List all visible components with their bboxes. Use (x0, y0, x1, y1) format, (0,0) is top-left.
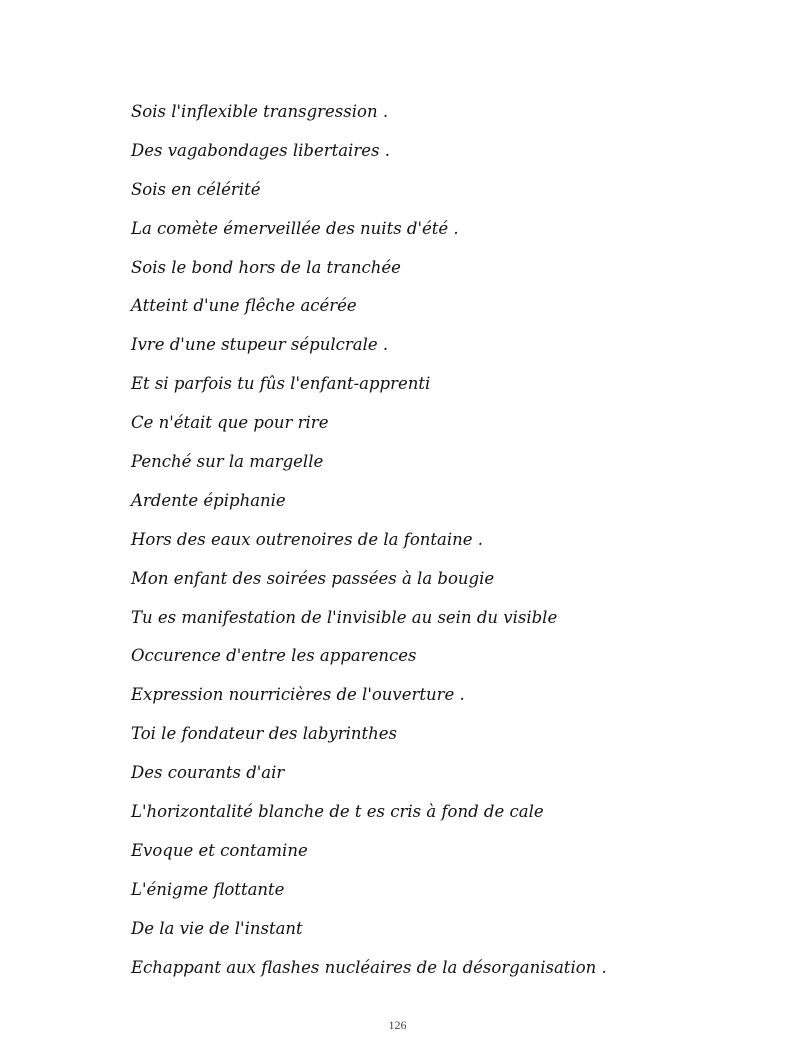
poem-line: Expression nourricières de l'ouverture . (131, 685, 465, 705)
poem-line: Toi le fondateur des labyrinthes (131, 724, 398, 744)
page-number: 126 (388, 1018, 407, 1032)
poem-line: Ce n'était que pour rire (131, 413, 329, 433)
poem-line: L'énigme flottante (131, 879, 285, 899)
poem-line: La comète émerveillée des nuits d'été . (131, 218, 459, 238)
poem-line: De la vie de l'instant (131, 918, 303, 938)
poem-line: Sois en célérité (131, 179, 261, 199)
poem-line: Ardente épiphanie (131, 490, 286, 510)
poem-text (131, 99, 751, 993)
poem-line: Occurence d'entre les apparences (131, 646, 417, 666)
poem-line: Tu es manifestation de l'invisible au sein du visible (131, 607, 558, 627)
poem-line: Ivre d'une stupeur sépulcrale . (131, 335, 389, 355)
poem-line: Sois l'inflexible transgression . (131, 102, 389, 121)
poem-line: Hors des eaux outrenoires de la fontaine . (131, 529, 484, 549)
poem-line: Des courants d'air (131, 763, 285, 783)
poem-line: Atteint d'une flêche acérée (131, 296, 357, 316)
poem-line: Echappant aux flashes nucléaires de la désorganisation . (131, 957, 607, 977)
poem-line: Sois le bond hors de la tranchée (131, 257, 401, 277)
poem-line: Des vagabondages libertaires . (131, 140, 390, 160)
poem-line: Mon enfant des soirées passées à la bougie (131, 568, 495, 588)
poem-line: L'horizontalité blanche de t es cris à fond de cale (131, 802, 544, 822)
poem-line: Evoque et contamine (131, 840, 308, 860)
poem-line: Et si parfois tu fûs l'enfant-apprenti (131, 374, 431, 394)
poem-line: Penché sur la margelle (131, 452, 324, 472)
